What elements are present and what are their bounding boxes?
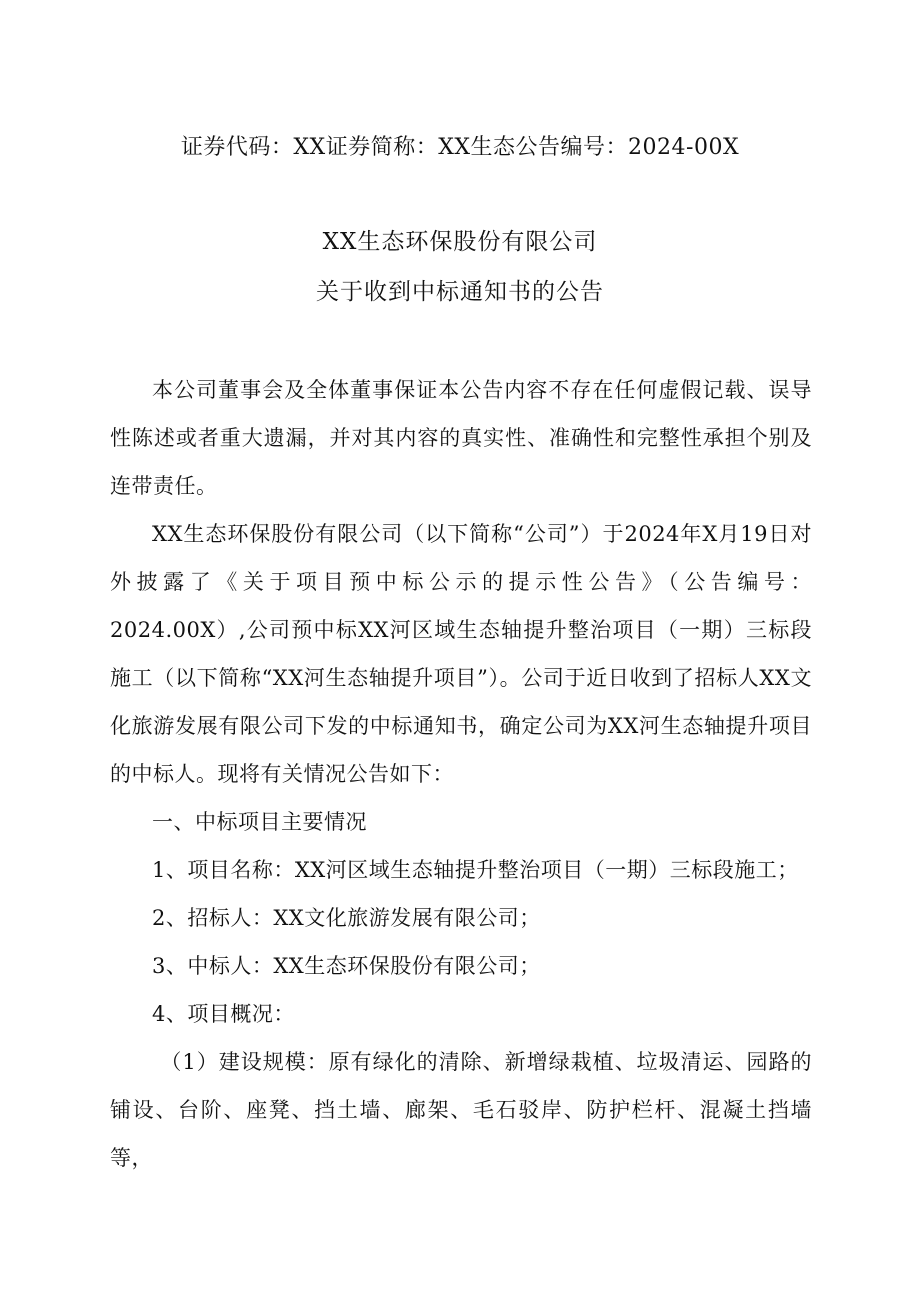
announcement-title: 关于收到中标通知书的公告 (316, 279, 604, 305)
item-project-overview: 4、项目概况： (152, 1002, 295, 1026)
board-statement-paragraph: 本公司董事会及全体董事保证本公告内容不存在任何虚假记载、误导性陈述或者重大遗漏，并对其内容的真实性、准确性和完整性承担个别及连带责任。 (110, 378, 812, 498)
item-tenderer: 2、招标人：XX文化旅游发展有限公司； (152, 906, 541, 930)
item-project-name: 1、项目名称：XX河区域生态轴提升整治项目（一期）三标段施工； (152, 858, 799, 882)
item-winning-bidder: 3、中标人：XX生态环保股份有限公司； (152, 954, 541, 978)
section-heading: 一、中标项目主要情况 (152, 810, 367, 834)
item-construction-scale: （1）建设规模：原有绿化的清除、新增绿栽植、垃圾清运、园路的铺设、台阶、座凳、挡土墙、廊架、毛石驳岸、防护栏杆、混凝土挡墙等， (110, 1050, 812, 1170)
securities-info-line: 证券代码：XX证券简称：XX生态公告编号：2024-00X (180, 135, 740, 160)
intro-paragraph: XX生态环保股份有限公司（以下简称“公司”）于2024年X月19日对外披露了《关于项目预中标公示的提示性公告》（公告编号：2024.00X）,公司预中标XX河区域生态轴提升整治项目（一期）三标段施工（以下简称“XX河生态轴提升项目”）。公司于近日收到了招标人XX文化旅游发展有限公司下发的中标通知书，确定公司为XX河生态轴提升项目的中标人。现将有关情况公告如下： (110, 522, 812, 786)
company-title: XX生态环保股份有限公司 (322, 229, 598, 255)
